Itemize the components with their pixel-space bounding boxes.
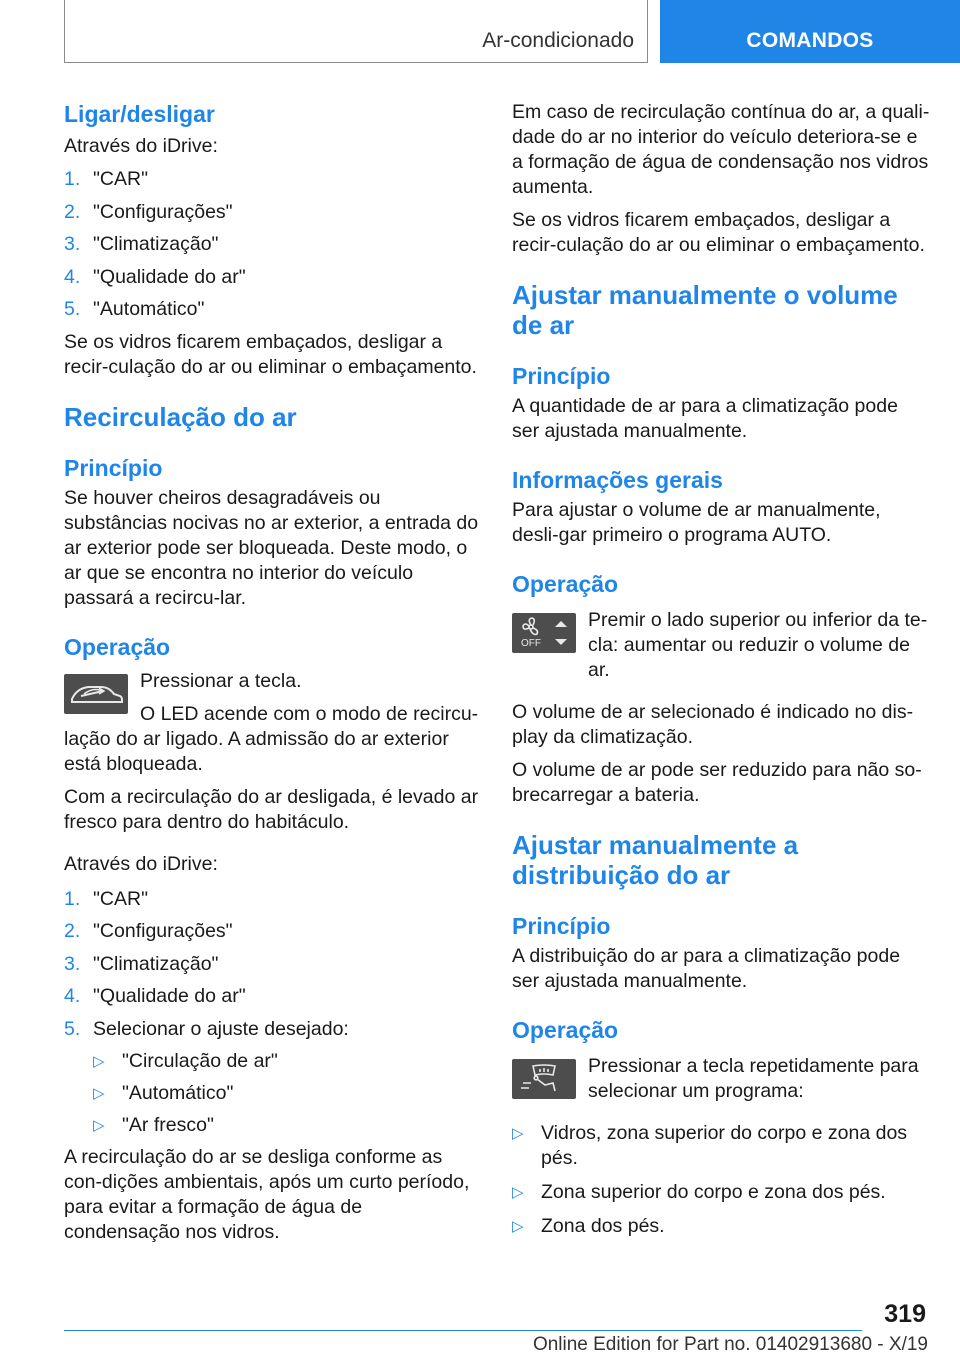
principle-text-1: A quantidade de ar para a climatização pode ser ajustada manualmente. <box>512 395 898 442</box>
heading-air-volume: Ajustar manualmente o volume de ar <box>512 280 898 340</box>
via-idrive-text: Através do iDrive: <box>64 135 218 157</box>
triangle-bullet-icon: ▷ <box>512 1218 524 1235</box>
fan-key-row <box>512 608 930 683</box>
principle-text-2: A distribuição do ar para a climatização pode ser ajustada manualmente. <box>512 945 901 992</box>
page-number: 319 <box>884 1300 926 1328</box>
list-item: 5. Selecionar o ajuste desejado: <box>64 1017 349 1040</box>
general-info-text: Para ajustar o volume de ar manualmente, desli-gar primeiro o programa AUTO. <box>512 499 881 546</box>
list-item: ▷ "Circulação de ar" <box>93 1050 278 1072</box>
heading-principle: Princípio <box>64 454 163 481</box>
led-text: O LED acende com o modo de recircu-lação do ar ligado. A admissão do ar exterior está bloqueada. <box>64 702 479 775</box>
fog-note-2: Se os vidros ficarem embaçados, desligar a recir-culação do ar ou eliminar o embaçamento. <box>512 209 925 256</box>
heading-operation: Operação <box>64 633 171 660</box>
fan-key-text: Premir o lado superior ou inferior da te-cla: aumentar ou reduzir o volume de ar. <box>588 609 928 681</box>
section-tab: COMANDOS <box>660 0 960 63</box>
list-item: 2. "Configurações" <box>64 200 233 223</box>
svg-text:OFF: OFF <box>521 638 541 649</box>
list-item: 5. "Automático" <box>64 298 205 320</box>
auto-off-text: A recirculação do ar se desliga conforme as con-dições ambientais, após um curto período, para evitar a formação de água de condensação nos vidros. <box>64 1146 470 1243</box>
volume-reduce-text: O volume de ar pode ser reduzido para não so-brecarregar a bateria. <box>512 759 922 806</box>
triangle-bullet-icon: ▷ <box>93 1053 105 1070</box>
list-item: 2. "Configurações" <box>64 920 233 942</box>
continuous-recirc-text: Em caso de recirculação contínua do ar, a quali-dade do ar no interior do veículo deteriora-se e a formação de água de condensação nos vidros aumenta. <box>512 101 930 198</box>
steps-list-2 <box>64 887 479 1042</box>
list-item: ▷ Zona superior do corpo e zona dos pés. <box>512 1181 886 1203</box>
heading-general-info: Informações gerais <box>512 467 723 493</box>
list-item: ▷ "Automático" <box>93 1082 234 1104</box>
list-item: 3. "Climatização" <box>64 952 219 975</box>
air-distribution-icon <box>512 1059 576 1099</box>
heading-principle-1: Princípio <box>512 363 611 389</box>
list-item: 4. "Qualidade do ar" <box>64 985 246 1007</box>
chapter-title: Ar-condicionado <box>482 29 634 52</box>
press-key-text: Pressionar a tecla. <box>140 669 302 692</box>
triangle-bullet-icon: ▷ <box>512 1125 524 1142</box>
programs-list <box>512 1121 930 1239</box>
heading-recirculation: Recirculação do ar <box>64 401 297 432</box>
triangle-bullet-icon: ▷ <box>93 1085 105 1102</box>
heading-air-distribution: Ajustar manualmente a distribuição do ar <box>512 830 799 890</box>
right-column <box>512 100 930 1246</box>
volume-shown-text: O volume de ar selecionado é indicado no dis-play da climatização. <box>512 701 914 748</box>
left-column <box>64 100 479 1245</box>
list-item: ▷ "Ar fresco" <box>93 1114 214 1136</box>
steps-list-1 <box>64 167 479 322</box>
recirculation-icon <box>64 674 128 714</box>
list-item: 1. "CAR" <box>64 168 149 190</box>
triangle-bullet-icon: ▷ <box>512 1184 524 1201</box>
recirc-off-text: Com a recirculação do ar desligada, é levado ar fresco para dentro do habitáculo. <box>64 785 479 833</box>
edition-footer: Online Edition for Part no. 01402913680 - X/19 <box>532 1334 928 1355</box>
list-item: 3. "Climatização" <box>64 233 219 255</box>
list-item: 1. "CAR" <box>64 887 149 910</box>
heading-principle-2: Princípio <box>512 913 611 939</box>
distribution-key-text: Pressionar a tecla repetidamente para selecionar um programa: <box>588 1055 919 1102</box>
list-item: ▷ Vidros, zona superior do corpo e zona dos pés. <box>512 1122 908 1169</box>
heading-operation-1: Operação <box>512 571 619 597</box>
sub-options-list <box>64 1049 479 1138</box>
recirc-key-row <box>64 669 479 702</box>
principle-text: Se houver cheiros desagradáveis ou substâncias nocivas no ar exterior, a entrada do ar exterior pode ser bloqueada. Deste modo, o ar que se encontra no interior do veículo passará a recircu-lar. <box>64 486 479 609</box>
fog-note: Se os vidros ficarem embaçados, desligar a recir-culação do ar ou eliminar o embaçamento. <box>64 330 477 378</box>
heading-on-off: Ligar/desligar <box>64 101 215 127</box>
footer-rule <box>64 1330 862 1331</box>
list-item: ▷ Zona dos pés. <box>512 1215 665 1237</box>
fan-speed-icon <box>512 613 576 653</box>
triangle-bullet-icon: ▷ <box>93 1117 105 1134</box>
via-idrive-text-2: Através do iDrive: <box>64 852 218 875</box>
list-item: 4. "Qualidade do ar" <box>64 265 246 288</box>
heading-operation-2: Operação <box>512 1017 619 1043</box>
distribution-key-row <box>512 1054 930 1104</box>
